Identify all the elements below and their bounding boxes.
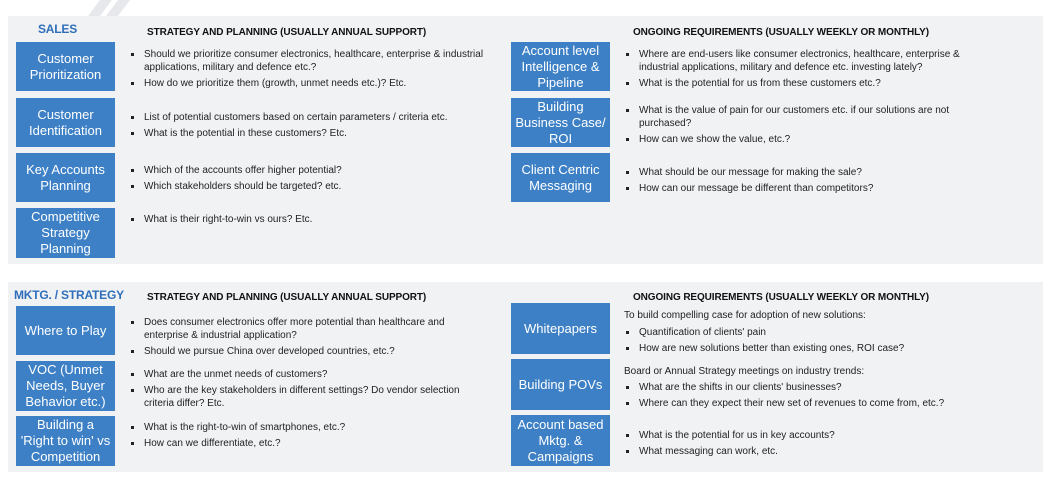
box-right-to-win: Building a 'Right to win' vs Competition [16,416,115,466]
bullets-right-to-win [129,421,484,453]
bullet-item: How can we show the value, etc.? [624,133,984,146]
bullet-item: What messaging can work, etc. [624,445,984,458]
sales-section-title: SALES [38,22,78,36]
bullet-item: What is the potential for us from these customers etc.? [624,77,984,90]
box-whitepapers: Whitepapers [511,303,610,354]
bullet-item: Does consumer electronics offer more potential than healthcare and enterprise & industrial application? [129,316,484,342]
bullet-item: What are the shifts in our clients' businesses? [624,381,984,394]
box-where-to-play: Where to Play [16,306,115,355]
bullet-item: What is the potential in these customers? Etc. [129,127,484,140]
bullet-item: Where are end-users like consumer electronics, healthcare, enterprise & industrial applications, military and defence etc. investing lately? [624,48,984,74]
box-building-povs: Building POVs [511,359,610,410]
bullet-item: What is the right-to-win of smartphones, etc.? [129,421,484,434]
bullets-account-based-mktg [624,429,984,461]
bullet-item: Should we prioritize consumer electronics, healthcare, enterprise & industrial applications, military and defence etc.? [129,48,484,74]
bullet-item: Where can they expect their new set of revenues to come from, etc.? [624,397,984,410]
bullets-account-level-intelligence [624,48,984,93]
sales-ongoing-heading: ONGOING REQUIREMENTS (USUALLY WEEKLY OR MONTHLY) [633,27,929,38]
box-customer-identification: Customer Identification [16,98,115,147]
mktg-ongoing-heading: ONGOING REQUIREMENTS (USUALLY WEEKLY OR MONTHLY) [633,292,929,303]
bullet-item: List of potential customers based on certain parameters / criteria etc. [129,111,484,124]
mktg-strategy-heading: STRATEGY AND PLANNING (USUALLY ANNUAL SUPPORT) [147,292,427,303]
box-key-accounts-planning: Key Accounts Planning [16,153,115,202]
whitepapers-intro: To build compelling case for adoption of new solutions: [624,310,866,321]
box-competitive-strategy-planning: Competitive Strategy Planning [16,208,115,258]
box-client-centric-messaging: Client Centric Messaging [511,153,610,202]
mktg-section-title: MKTG. / STRATEGY [14,288,124,302]
bullets-competitive-strategy-planning [129,213,484,229]
bullet-item: What is their right-to-win vs ours? Etc. [129,213,484,226]
bullet-item: How do we prioritize them (growth, unmet needs etc.)? Etc. [129,77,484,90]
bullet-item: Quantification of clients' pain [624,326,984,339]
bullet-item: How can our message be different than competitors? [624,182,984,195]
decorative-stripes [40,0,160,16]
bullet-item: What are the unmet needs of customers? [129,368,484,381]
sales-strategy-heading: STRATEGY AND PLANNING (USUALLY ANNUAL SUPPORT) [147,27,427,38]
bullets-customer-identification [129,111,484,143]
box-account-based-mktg: Account based Mktg. & Campaigns [511,415,610,466]
bullets-key-accounts-planning [129,164,484,196]
bullets-building-business-case [624,104,984,149]
bullets-voc [129,368,484,413]
bullet-item: Which stakeholders should be targeted? etc. [129,180,484,193]
box-voc: VOC (Unmet Needs, Buyer Behavior etc.) [16,361,115,411]
bullets-where-to-play [129,316,484,361]
building-povs-intro: Board or Annual Strategy meetings on industry trends: [624,366,865,377]
bullet-item: How can we differentiate, etc.? [129,437,484,450]
box-building-business-case: Building Business Case/ ROI [511,98,610,147]
bullet-item: Who are the key stakeholders in different settings? Do vendor selection criteria differ? Etc. [129,384,484,410]
bullet-item: Should we pursue China over developed countries, etc.? [129,345,484,358]
box-account-level-intelligence: Account level Intelligence & Pipeline [511,42,610,91]
bullet-item: Which of the accounts offer higher potential? [129,164,484,177]
bullet-item: How are new solutions better than existing ones, ROI case? [624,342,984,355]
bullets-customer-prioritization [129,48,484,93]
bullets-building-povs [624,381,984,413]
bullet-item: What should be our message for making the sale? [624,166,984,179]
bullets-client-centric-messaging [624,166,984,198]
bullet-item: What is the potential for us in key accounts? [624,429,984,442]
box-customer-prioritization: Customer Prioritization [16,42,115,91]
bullet-item: What is the value of pain for our customers etc. if our solutions are not purchased? [624,104,984,130]
bullets-whitepapers [624,326,984,358]
